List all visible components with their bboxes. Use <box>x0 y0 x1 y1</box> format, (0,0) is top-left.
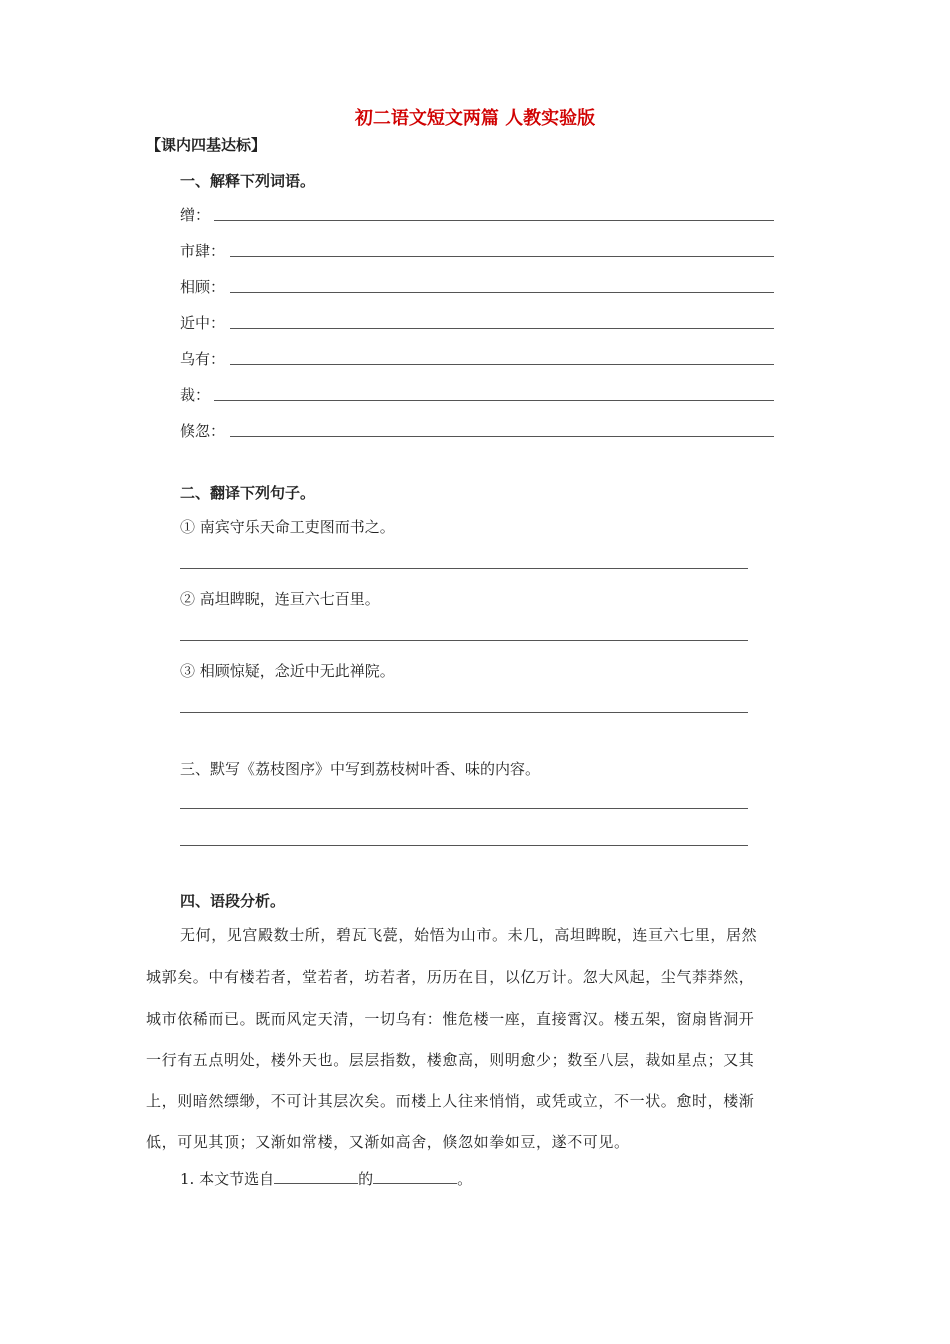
passage-line: 一行有五点明处，楼外天也。层层指数，楼愈高，则明愈少；数至八层，裁如星点；又其 <box>146 1051 755 1069</box>
passage-line: 城市依稀而已。既而风定天清，一切乌有：惟危楼一座，直接霄汉。楼五架，窗扇皆洞开 <box>146 1010 755 1028</box>
term-label: 倏忽： <box>180 422 226 440</box>
question-1-prefix: 1. 本文节选自 <box>180 1170 275 1188</box>
answer-line[interactable] <box>214 220 774 221</box>
sentence-item: ① 南宾守乐天命工吏图而书之。 <box>180 518 395 536</box>
section3-heading: 三、默写《荔枝图序》中写到荔枝树叶香、味的内容。 <box>180 760 541 778</box>
term-label: 相顾： <box>180 278 226 296</box>
term-label: 裁： <box>180 386 211 404</box>
term-label: 乌有： <box>180 350 226 368</box>
term-label: 市肆： <box>180 242 226 260</box>
section2-heading: 二、翻译下列句子。 <box>180 484 316 502</box>
answer-line[interactable] <box>180 568 748 569</box>
fill-blank[interactable] <box>274 1169 358 1184</box>
passage-line: 上，则暗然缥缈，不可计其层次矣。而楼上人往来悄悄，或凭或立，不一状。愈时，楼渐 <box>146 1092 755 1110</box>
answer-line[interactable] <box>180 640 748 641</box>
answer-line[interactable] <box>230 436 774 437</box>
answer-line[interactable] <box>180 845 748 846</box>
passage-line: 低，可见其顶；又渐如常楼，又渐如高舍，倏忽如拳如豆，遂不可见。 <box>146 1133 630 1151</box>
question-1-middle: 的 <box>358 1170 374 1188</box>
sentence-item: ② 高坦睥睨，连亘六七百里。 <box>180 590 380 608</box>
question-1-suffix: 。 <box>457 1170 473 1188</box>
passage-line: 城郭矣。中有楼若者，堂若者，坊若者，历历在目，以亿万计。忽大风起，尘气莽莽然， <box>146 968 755 986</box>
answer-line[interactable] <box>230 328 774 329</box>
passage-line: 无何，见宫殿数士所，碧瓦飞甍，始悟为山市。未几，高坦睥睨，连亘六七里，居然 <box>180 926 758 944</box>
section4-heading: 四、语段分析。 <box>180 892 286 910</box>
fill-blank[interactable] <box>373 1169 457 1184</box>
answer-line[interactable] <box>230 256 774 257</box>
answer-line[interactable] <box>180 808 748 809</box>
sentence-item: ③ 相顾惊疑，念近中无此禅院。 <box>180 662 395 680</box>
answer-line[interactable] <box>230 364 774 365</box>
page-title: 初二语文短文两篇 人教实验版 <box>354 108 596 129</box>
section1-heading: 一、解释下列词语。 <box>180 172 316 190</box>
term-label: 近中： <box>180 314 226 332</box>
answer-line[interactable] <box>214 400 774 401</box>
answer-line[interactable] <box>180 712 748 713</box>
question-1 <box>180 1168 472 1189</box>
answer-line[interactable] <box>230 292 774 293</box>
term-label: 缯： <box>180 206 211 224</box>
unit-heading: 【课内四基达标】 <box>146 136 267 154</box>
